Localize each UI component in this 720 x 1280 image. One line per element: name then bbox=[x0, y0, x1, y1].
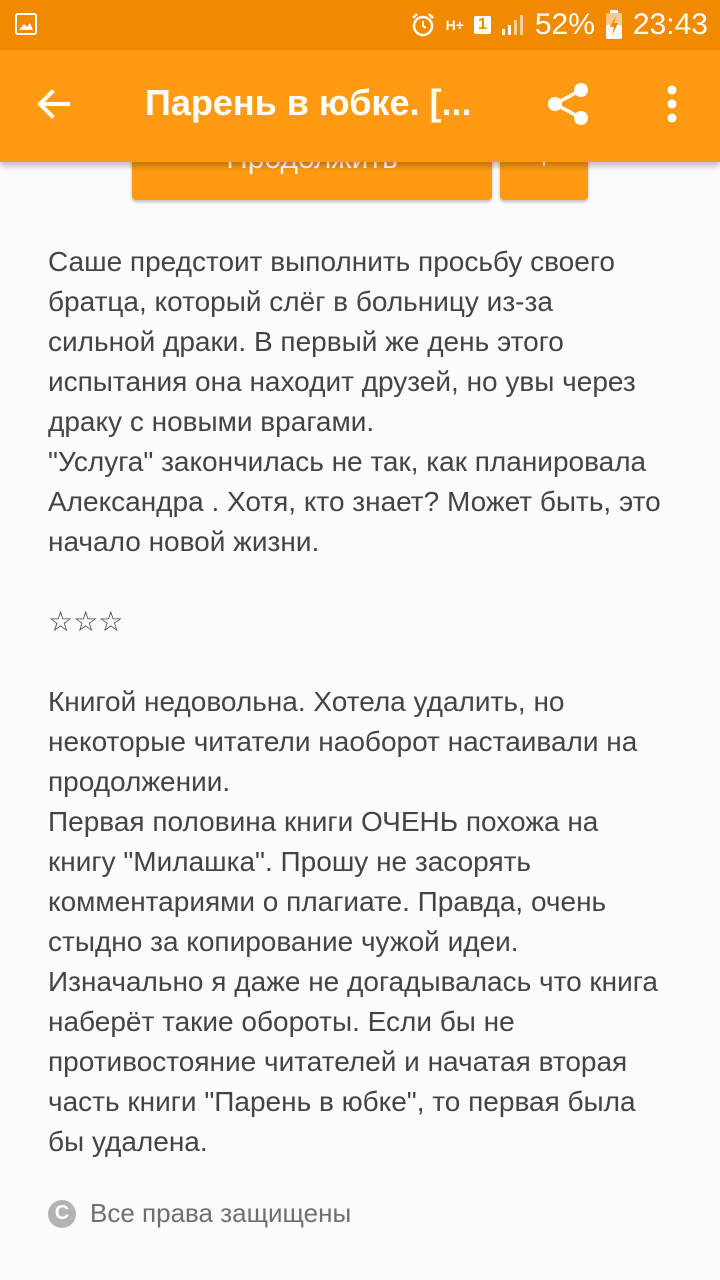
description-line: Изначально я даже не догадывалась что книга bbox=[48, 966, 658, 997]
copyright-notice bbox=[48, 1198, 351, 1229]
share-button[interactable] bbox=[536, 76, 600, 136]
description-line: Саше предстоит выполнить просьбу своего bbox=[48, 246, 615, 277]
gallery-notification-icon bbox=[14, 12, 38, 36]
description-line: стыдно за копирование чужой идеи. bbox=[48, 926, 519, 957]
description-line: книгу "Милашка". Прошу не засорять bbox=[48, 846, 532, 877]
app-bar bbox=[0, 50, 720, 162]
description-line: "Услуга" закончилась не так, как планировала bbox=[48, 446, 647, 477]
description-line: Книгой недовольна. Хотела удалить, но bbox=[48, 686, 565, 717]
description-line: драку с новыми врагами. bbox=[48, 406, 375, 437]
copyright-text: Все права защищены bbox=[90, 1198, 352, 1228]
description-line: Первая половина книги ОЧЕНЬ похожа на bbox=[48, 806, 599, 837]
description-line: комментариями о плагиате. Правда, очень bbox=[48, 886, 607, 917]
description-line: часть книги "Парень в юбке", то первая была bbox=[48, 1086, 636, 1117]
status-bar bbox=[0, 0, 720, 50]
description-line: испытания она находит друзей, но увы через bbox=[48, 366, 636, 397]
description-line: наберёт такие обороты. Если бы не bbox=[48, 1006, 515, 1037]
description-line: продолжении. bbox=[48, 766, 231, 797]
description-line: некоторые читатели наоборот настаивали на bbox=[48, 726, 638, 757]
description-line: начало новой жизни. bbox=[48, 526, 320, 557]
battery-charging-icon bbox=[605, 10, 623, 40]
clock: 23:43 bbox=[632, 8, 708, 41]
page-title: Парень в юбке. [... bbox=[145, 82, 472, 123]
network-type-icon: H+ bbox=[445, 17, 464, 33]
spacer bbox=[48, 562, 678, 602]
sim-icon: 1 bbox=[474, 16, 491, 34]
description-line: противостояние читателей и начатая вторая bbox=[48, 1046, 628, 1077]
battery-percent: 52% bbox=[534, 8, 595, 41]
description-line: сильной драки. В первый же день этого bbox=[48, 326, 564, 357]
more-options-button[interactable] bbox=[646, 76, 698, 136]
signal-icon bbox=[501, 13, 525, 37]
description-line: бы удалена. bbox=[48, 1126, 208, 1157]
back-arrow-icon bbox=[36, 86, 72, 127]
back-button[interactable] bbox=[22, 76, 86, 136]
description-line: Александра . Хотя, кто знает? Может быть, это bbox=[48, 486, 661, 517]
more-vert-icon bbox=[666, 84, 678, 129]
copyright-icon: C bbox=[48, 1200, 76, 1228]
share-icon bbox=[544, 80, 592, 133]
description-line: братца, который слёг в больницу из-за bbox=[48, 286, 553, 317]
alarm-icon bbox=[410, 12, 436, 38]
spacer bbox=[48, 642, 678, 682]
section-separator: ☆☆☆ bbox=[48, 606, 124, 637]
book-description bbox=[48, 242, 678, 1162]
